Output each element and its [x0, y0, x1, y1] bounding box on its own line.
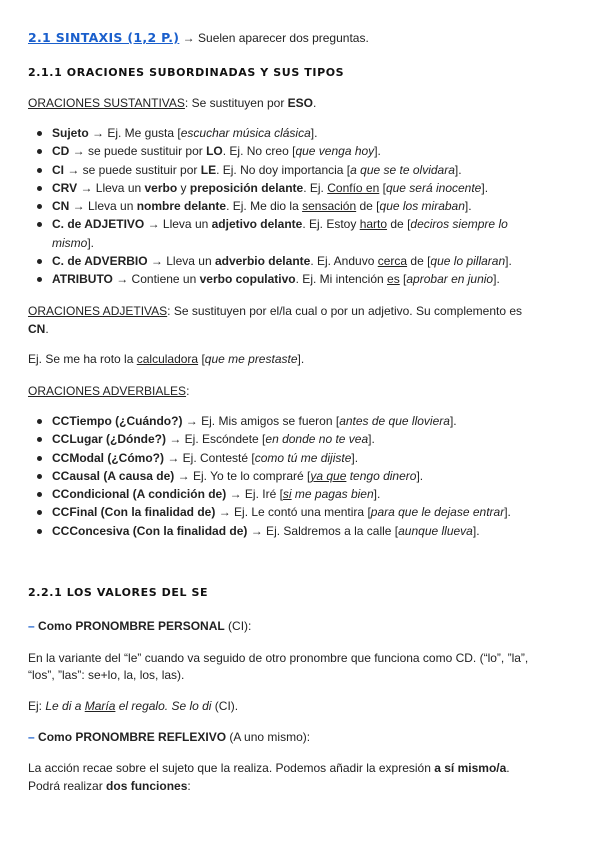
adjetivas-label: ORACIONES ADJETIVAS	[28, 304, 168, 318]
list-item: CCFinal (Con la finalidad de) → Ej. Le contó una mentira [para que le dejase entrar].	[28, 503, 511, 521]
list-item: C. de ADJETIVO → Lleva un adjetivo delante. Ej. Estoy harto de [deciros siempre lo mismo].	[28, 215, 512, 252]
section-2-1-1-title: 2.1.1 ORACIONES SUBORDINADAS Y SUS TIPOS	[28, 66, 345, 79]
pronombre-personal-p2: “los”, ”las”: se+lo, la, los, las).	[28, 668, 185, 682]
pronombre-personal-heading: – Como PRONOMBRE PERSONAL (CI):	[28, 619, 252, 633]
pronombre-reflexivo-heading: – Como PRONOMBRE REFLEXIVO (A uno mismo):	[28, 730, 311, 744]
list-item: CRV → Lleva un verbo y preposición delante. Ej. Confío en [que será inocente].	[28, 179, 512, 197]
list-item: Sujeto → Ej. Me gusta [escuchar música clásica].	[28, 124, 512, 142]
adverbiales-intro: ORACIONES ADVERBIALES:	[28, 384, 190, 398]
pronombre-reflexivo-p1: La acción recae sobre el sujeto que la realiza. Podemos añadir la expresión a sí mismo/a.	[28, 761, 510, 775]
sustantivas-list	[28, 124, 512, 289]
section-2-2-1-title: 2.2.1 LOS VALORES DEL SE	[28, 586, 209, 599]
adjetivas-example: Ej. Se me ha roto la calculadora [que me prestaste].	[28, 352, 305, 366]
list-item: CCModal (¿Cómo?) → Ej. Contesté [como tú me dijiste].	[28, 449, 511, 467]
arrow: →	[182, 31, 195, 45]
list-item: CI → se puede sustituir por LE. Ej. No doy importancia [a que se te olvidara].	[28, 161, 512, 179]
list-item: CCausal (A causa de) → Ej. Yo te lo compraré [ya que tengo dinero].	[28, 467, 511, 485]
adjetivas-intro: ORACIONES ADJETIVAS: Se sustituyen por el/la cual o por un adjetivo. Su complemento es	[28, 304, 523, 318]
sustantivas-intro: ORACIONES SUSTANTIVAS: Se sustituyen por ESO.	[28, 96, 317, 110]
pronombre-personal-p1: En la variante del “le” cuando va seguido de otro pronombre que funciona como CD. (“lo”, ”la”,	[28, 651, 529, 665]
list-item: CCTiempo (¿Cuándo?) → Ej. Mis amigos se fueron [antes de que lloviera].	[28, 412, 511, 430]
adjetivas-intro-cont: CN.	[28, 322, 49, 336]
adverbiales-list	[28, 412, 511, 540]
pronombre-reflexivo-p2: Podrá realizar dos funciones:	[28, 779, 191, 793]
adverbiales-label: ORACIONES ADVERBIALES	[28, 384, 187, 398]
pronombre-personal-example: Ej: Le di a María el regalo. Se lo di (CI).	[28, 699, 239, 713]
list-item: CCConcesiva (Con la finalidad de) → Ej. Saldremos a la calle [aunque llueva].	[28, 522, 511, 540]
list-item: ATRIBUTO → Contiene un verbo copulativo. Ej. Mi intención es [aprobar en junio].	[28, 270, 512, 288]
section-2-1-heading-line	[28, 30, 369, 46]
list-item: CCLugar (¿Dónde?) → Ej. Escóndete [en donde no te vea].	[28, 430, 511, 448]
sustantivas-label: ORACIONES SUSTANTIVAS	[28, 96, 185, 110]
list-item: C. de ADVERBIO → Lleva un adverbio delante. Ej. Anduvo cerca de [que lo pillaran].	[28, 252, 512, 270]
list-item: CD → se puede sustituir por LO. Ej. No creo [que venga hoy].	[28, 142, 512, 160]
list-item: CN → Lleva un nombre delante. Ej. Me dio la sensación de [que los miraban].	[28, 197, 512, 215]
list-item: CCondicional (A condición de) → Ej. Iré [si me pagas bien].	[28, 485, 511, 503]
section-2-1-title[interactable]: 2.1 SINTAXIS (1,2 P.)	[28, 30, 180, 45]
section-note: Suelen aparecer dos preguntas.	[198, 31, 369, 45]
